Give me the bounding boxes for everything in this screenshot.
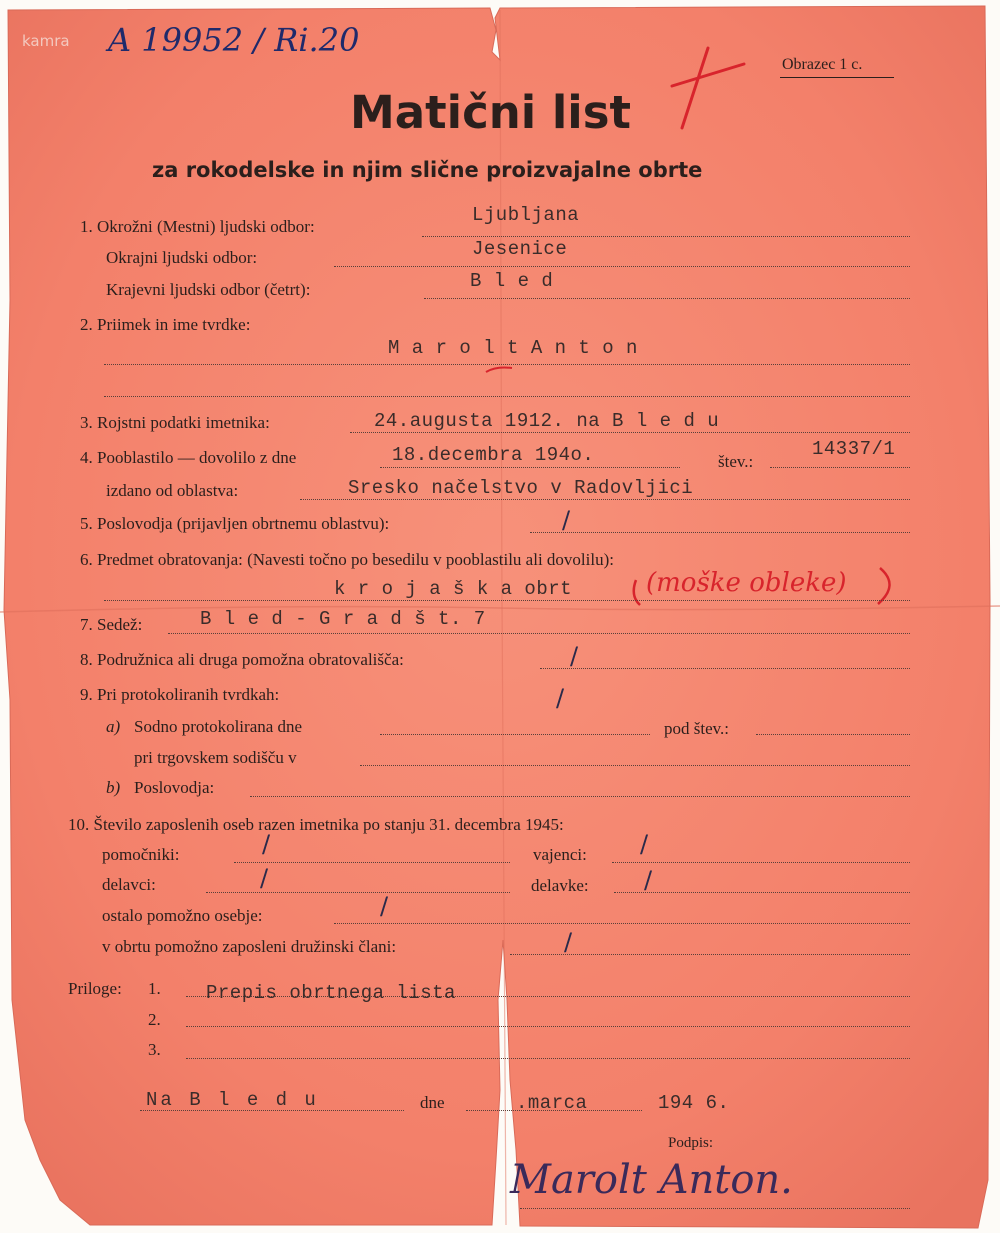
field-1b-label: Okrajni ljudski odbor:: [106, 248, 258, 267]
field-9-label: 9. Pri protokoliranih tvrdkah:: [80, 685, 280, 704]
field-4-date-line: [380, 467, 680, 468]
field-1a-value: Ljubljana: [472, 204, 580, 226]
field-6-line: [104, 600, 910, 601]
field-4-label: 4. Pooblastilo — dovolilo z dne: [80, 448, 297, 467]
attachment-3-line: [186, 1058, 910, 1059]
field-4b-label: izdano od oblastva:: [106, 481, 239, 500]
page-title: Matični list: [350, 86, 632, 139]
field-10-ostalo-label: ostalo pomožno osebje:: [102, 906, 263, 925]
field-1b-value: Jesenice: [472, 238, 568, 260]
field-8-label: 8. Podružnica ali druga pomožna obratovališča:: [80, 650, 404, 669]
field-9a-pod-line: [756, 734, 910, 735]
field-9a2-line: [360, 765, 910, 766]
signature-label: Podpis:: [668, 1135, 714, 1151]
field-10-delavci-label: delavci:: [102, 875, 156, 894]
field-6-value: k r o j a š k a obrt: [334, 578, 573, 600]
footer-place-line: [140, 1110, 404, 1111]
field-1b-line: [334, 266, 910, 267]
field-4-stev-label: štev.:: [718, 452, 754, 471]
footer-month: .marca: [516, 1092, 588, 1114]
field-10-pomocniki-value: /: [262, 830, 271, 858]
field-3-value: 24.augusta 1912. na B l e d u: [374, 410, 720, 432]
form-code: Obrazec 1 c.: [782, 56, 863, 73]
page-subtitle: za rokodelske in njim slične proizvajalne obrte: [152, 158, 703, 182]
field-10-label: 10. Število zaposlenih oseb razen imetnika po stanju 31. decembra 1945:: [68, 815, 564, 834]
signature-handwritten: Marolt Anton.: [510, 1157, 793, 1203]
field-9a-letter: a): [106, 717, 121, 736]
field-1c-value: B l e d: [470, 270, 554, 292]
field-10-delavci-value: /: [260, 864, 269, 892]
field-6-label: 6. Predmet obratovanja: (Navesti točno po besedilu v pooblastilu ali dovolilu):: [80, 550, 614, 569]
field-10-pomocniki-line: [234, 862, 510, 863]
field-7-label: 7. Sedež:: [80, 615, 143, 634]
field-9a-pod-label: pod štev.:: [664, 719, 730, 738]
field-5-value: /: [562, 506, 571, 534]
field-10-vajenci-line: [612, 862, 910, 863]
field-4b-line: [300, 499, 910, 500]
field-10-delavci-line: [206, 892, 510, 893]
field-2-value: M a r o l t A n t o n: [388, 337, 638, 359]
field-1c-line: [424, 298, 910, 299]
field-4b-value: Sresko načelstvo v Radovljici: [348, 477, 694, 499]
watermark-text: kamra: [22, 32, 70, 50]
field-5-label: 5. Poslovodja (prijavljen obrtnemu oblastvu):: [80, 514, 390, 533]
field-7-value: B l e d - G r a d š t. 7: [200, 608, 486, 630]
attachment-1-number: 1.: [148, 979, 161, 998]
field-8-line: [540, 668, 910, 669]
field-10-pomocniki-label: pomočniki:: [102, 845, 180, 864]
field-7-line: [168, 633, 910, 634]
field-10-ostalo-line: [334, 923, 910, 924]
field-10-vajenci-value: /: [640, 830, 649, 858]
signature-line: [520, 1208, 910, 1209]
field-2-label: 2. Priimek in ime tvrdke:: [80, 315, 251, 334]
field-8-value: /: [570, 642, 579, 670]
field-10-delavke-label: delavke:: [531, 876, 589, 895]
attachment-1-value: Prepis obrtnega lista: [206, 982, 456, 1004]
field-4-stev-value: 14337/1: [812, 438, 896, 460]
field-3-label: 3. Rojstni podatki imetnika:: [80, 413, 270, 432]
attachments-label: Priloge:: [68, 979, 122, 998]
field-9a-line: [380, 734, 650, 735]
field-9a-label: Sodno protokolirana dne: [134, 717, 303, 736]
archive-note: A 19952 / Ri.20: [108, 21, 360, 59]
field-9-value: /: [556, 684, 565, 712]
footer-place: Na B l e d u: [146, 1089, 319, 1111]
field-9a2-label: pri trgovskem sodišču v: [134, 748, 297, 767]
footer-dne-label: dne: [420, 1093, 445, 1112]
field-9b-label: Poslovodja:: [134, 778, 215, 797]
field-1a-label: 1. Okrožni (Mestni) ljudski odbor:: [80, 217, 315, 236]
field-10-druzina-value: /: [564, 928, 573, 956]
field-2-line-1: [104, 364, 910, 365]
field-10-delavke-value: /: [644, 866, 653, 894]
attachment-3-number: 3.: [148, 1040, 161, 1059]
field-9b-line: [250, 796, 910, 797]
field-3-line: [350, 432, 910, 433]
field-6-note: (moške obleke): [646, 568, 847, 598]
field-4-stev-line: [770, 467, 910, 468]
field-9b-letter: b): [106, 778, 121, 797]
form-code-underline: [780, 77, 894, 78]
field-10-druzina-label: v obrtu pomožno zaposleni družinski člani:: [102, 937, 397, 956]
field-10-ostalo-value: /: [380, 892, 389, 920]
field-5-line: [530, 532, 910, 533]
field-1a-line: [422, 236, 910, 237]
field-1c-label: Krajevni ljudski odbor (četrt):: [106, 280, 311, 299]
footer-year: 194 6.: [658, 1092, 730, 1114]
field-10-vajenci-label: vajenci:: [533, 845, 587, 864]
attachment-2-number: 2.: [148, 1010, 161, 1029]
field-2-line-2: [104, 396, 910, 397]
field-10-delavke-line: [614, 892, 910, 893]
attachment-2-line: [186, 1026, 910, 1027]
field-4-date: 18.decembra 194o.: [392, 444, 595, 466]
